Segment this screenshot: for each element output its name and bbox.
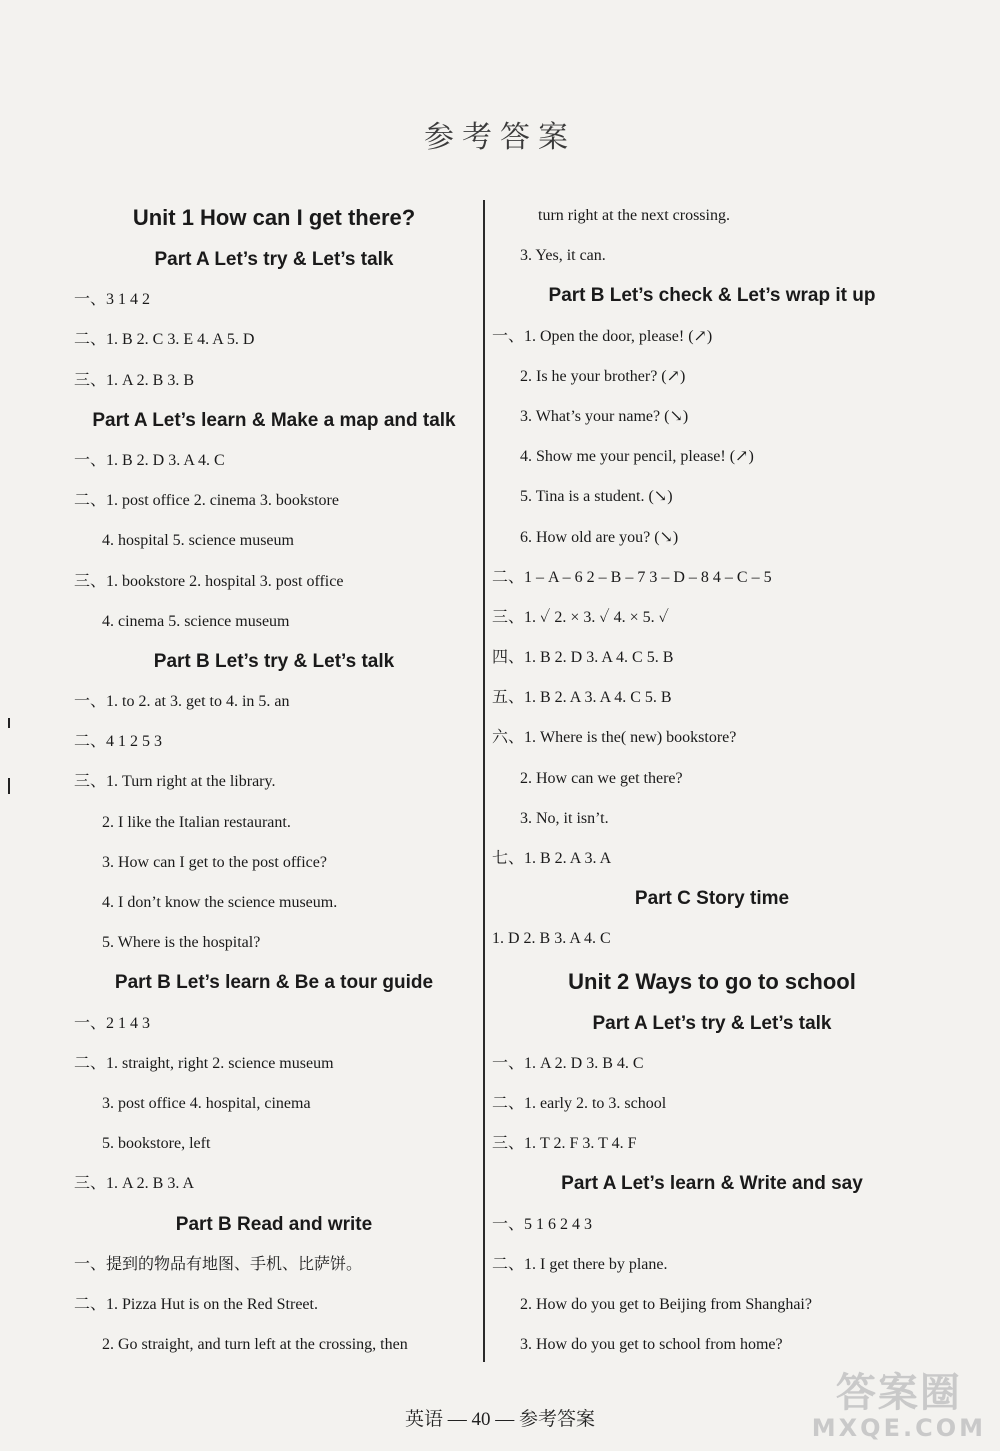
answer-line: 一、1. Open the door, please! (↗) [492, 327, 713, 345]
answer-line: 一、1. to 2. at 3. get to 4. in 5. an [74, 693, 290, 711]
answer-line: 三、1. bookstore 2. hospital 3. post office [74, 572, 344, 590]
answer-line: 二、1. early 2. to 3. school [492, 1094, 667, 1112]
answer-line: 6. How old are you? (↘) [520, 528, 679, 546]
answer-line: 一、3 1 4 2 [74, 291, 151, 309]
part-heading: Part C Story time [634, 888, 790, 910]
answer-line: 二、1. Pizza Hut is on the Red Street. [74, 1295, 318, 1313]
answer-line: 一、5 1 6 2 4 3 [492, 1215, 593, 1233]
answer-line: 1. D 2. B 3. A 4. C [492, 930, 611, 948]
left-column [74, 196, 474, 1365]
answer-line: 3. What’s your name? (↘) [520, 407, 689, 425]
answer-line: 5. bookstore, left [102, 1135, 211, 1153]
answer-line: 4. Show me your pencil, please! (↗) [520, 448, 754, 466]
watermark-text: 答案圈 [835, 1370, 962, 1416]
part-heading: Part A Let’s try & Let’s talk [154, 249, 394, 270]
part-heading: Part B Let’s check & Let’s wrap it up [548, 285, 876, 307]
column-divider [483, 200, 485, 1362]
answer-line: 二、1. I get there by plane. [492, 1255, 668, 1273]
answer-line: 七、1. B 2. A 3. A [492, 850, 612, 867]
answer-line: 5. Tina is a student. (↘) [520, 488, 673, 506]
margin-mark [8, 778, 10, 794]
answer-line: 3. Yes, it can. [520, 247, 606, 265]
margin-mark [8, 718, 10, 728]
part-heading: Part A Let’s learn & Write and say [561, 1173, 863, 1195]
watermark-url: MXQE.COM [811, 1414, 986, 1442]
answer-line: 三、1. A 2. B 3. A [74, 1175, 195, 1193]
answer-line: 一、1. A 2. D 3. B 4. C [492, 1054, 644, 1072]
answer-line: 四、1. B 2. D 3. A 4. C 5. B [492, 649, 674, 667]
answer-line: 3. No, it isn’t. [520, 809, 609, 827]
part-heading: Part B Let’s learn & Be a tour guide [114, 972, 434, 994]
answer-line: 二、1. post office 2. cinema 3. bookstore [74, 492, 339, 510]
part-heading: Part A Let’s learn & Make a map and talk [92, 409, 456, 431]
page-footer: 英语 — 40 — 参考答案 [404, 1409, 595, 1430]
part-heading: Part B Read and write [175, 1213, 373, 1235]
answer-line: 4. hospital 5. science museum [102, 532, 294, 550]
answer-line: 2. Go straight, and turn left at the crossing, then [102, 1336, 408, 1354]
unit-heading: Unit 1 How can I get there? [132, 205, 416, 230]
answer-line: 二、4 1 2 5 3 [74, 733, 163, 751]
answer-line: 二、1. straight, right 2. science museum [74, 1054, 334, 1072]
right-column [492, 196, 932, 1365]
answer-line: 2. How can we get there? [520, 769, 683, 787]
part-heading: Part B Let’s try & Let’s talk [153, 650, 395, 672]
unit-heading: Unit 2 Ways to go to school [568, 968, 856, 994]
answer-line: 3. post office 4. hospital, cinema [102, 1094, 311, 1112]
answer-line: 2. I like the Italian restaurant. [102, 813, 291, 831]
answer-line: 一、2 1 4 3 [74, 1014, 151, 1032]
answer-line: 2. Is he your brother? (↗) [520, 367, 686, 385]
answer-line: 3. How do you get to school from home? [520, 1336, 783, 1354]
answer-line: turn right at the next crossing. [538, 207, 730, 224]
watermark [812, 1371, 986, 1441]
page-title: 参考答案 [424, 120, 576, 155]
answer-line: 3. How can I get to the post office? [102, 853, 327, 871]
answer-line: 2. How do you get to Beijing from Shanghai? [520, 1295, 812, 1313]
answer-line: 二、1. B 2. C 3. E 4. A 5. D [74, 331, 255, 349]
part-heading: Part A Let’s try & Let’s talk [592, 1012, 832, 1034]
answer-line: 三、1. ✓ 2. × 3. ✓ 4. × 5. ✓ [492, 608, 670, 626]
answer-line: 六、1. Where is the( new) bookstore? [492, 729, 737, 747]
answer-line: 五、1. B 2. A 3. A 4. C 5. B [492, 689, 672, 707]
answer-line: 二、1 – A – 6 2 – B – 7 3 – D – 8 4 – C – 5 [492, 568, 772, 586]
answer-line: 三、1. A 2. B 3. B [74, 371, 195, 389]
answer-line: 5. Where is the hospital? [102, 934, 261, 952]
answer-line: 一、1. B 2. D 3. A 4. C [74, 451, 225, 469]
answer-line: 4. cinema 5. science museum [102, 612, 290, 630]
answer-line: 三、1. Turn right at the library. [74, 773, 276, 791]
answer-line: 一、提到的物品有地图、手机、比萨饼。 [74, 1255, 363, 1273]
answer-line: 4. I don’t know the science museum. [102, 894, 338, 911]
answer-line: 三、1. T 2. F 3. T 4. F [492, 1135, 637, 1153]
